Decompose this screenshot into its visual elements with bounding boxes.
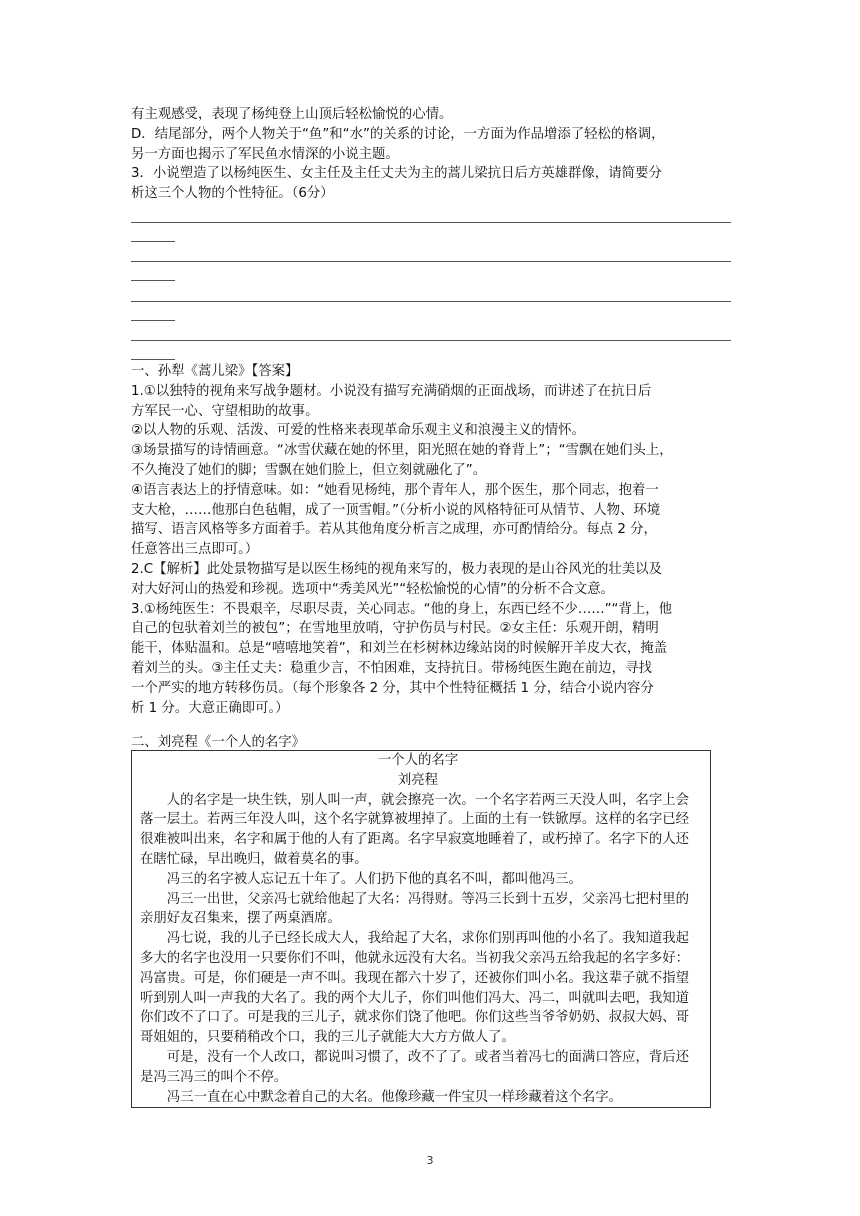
passage-paragraph: 人的名字是一块生铁，别人叫一声，就会擦亮一次。一个名字若两三天没人叫，名字上会落一层土。若两三年没人叫，这个名字就算被埋掉了。上面的土有一铁锨厚。这样的名字已经很难被叫出来，名字和属于他的人有了距离。名字早寂寞地睡着了，或朽掉了。名字下的人还在瞎忙碌，早出晚归，做着莫名的事。 — [140, 792, 690, 867]
answer-line: 析 1 分。大意正确即可。） — [131, 700, 289, 716]
answer-blank-row — [131, 243, 731, 283]
text-line: 另一方面也揭示了军民鱼水情深的小说主题。 — [131, 146, 399, 162]
page-number: 3 — [426, 1154, 434, 1167]
question-3-line: 3．小说塑造了以杨纯医生、女主任及主任丈夫为主的蒿儿梁抗日后方英雄群像，请简要分 — [131, 166, 662, 182]
question-section — [131, 105, 731, 718]
answer-line: ②以人物的乐观、活泼、可爱的性格来表现革命乐观主义和浪漫主义的情怀。 — [131, 423, 585, 439]
answer-line: 3.①杨纯医生：不畏艰辛，尽职尽责，关心同志。“他的身上，东西已经不少……”“背上，他 — [131, 601, 673, 617]
blank-line-short — [131, 241, 175, 242]
passage-author: 刘亮程 — [397, 772, 439, 788]
text-line: 有主观感受，表现了杨纯登上山顶后轻松愉悦的心情。 — [131, 107, 453, 122]
answer-line: 1.①以独特的视角来写战争题材。小说没有描写充满硝烟的正面战场，而讲述了在抗日后 — [131, 383, 652, 399]
question-3-line: 析这三个人物的个性特征。（6分） — [131, 186, 334, 202]
answer-line: 能干，体贴温和。总是“嘻嘻地笑着”，和刘兰在杉树林边缘站岗的时候解开羊皮大衣，掩盖 — [131, 641, 668, 657]
blank-line-short — [131, 359, 175, 360]
passage-box — [131, 750, 711, 1108]
answer-blank-row — [131, 322, 731, 362]
answer-line: 对大好河山的热爱和珍视。选项中“秀美风光”“轻松愉悦的心情”的分析不合文意。 — [131, 581, 615, 597]
answer-section — [131, 362, 731, 718]
answer-line: 支大枪，……他那白色毡帽，成了一顶雪帽。”（分析小说的风格特征可从情节、人物、环境 — [131, 502, 661, 518]
answer-line: 方军民一心、守望相助的故事。 — [131, 403, 319, 419]
passage-paragraph: 冯三一直在心中默念着自己的大名。他像珍藏一件宝贝一样珍藏着这个名字。 — [166, 1089, 623, 1105]
passage-title: 一个人的名字 — [377, 753, 459, 768]
passage-paragraph: 冯七说，我的儿子已经长成大人，我给起了大名，求你们别再叫他的小名了。我知道我起多大的名字也没用一只要你们不叫，他就永远没有大名。当初我父亲冯五给我起的名字多好：冯富贵。可是，你们硬是一声不叫。我现在都六十岁了，还被你们叫小名。我这辈子就不指望听到别人叫一声我的大名了。我的两个大儿子，你们叫他们冯大、冯二，叫就叫去吧，我知道你们改不了口了。可是我的三儿子，就求你们饶了他吧。你们这些当爷爷奶奶、叔叔大妈、哥哥姐姐的，只要稍稍改个口，我的三儿子就能大大方方做人了。 — [140, 931, 690, 1046]
answer-line: 描写、语言风格等多方面着手。若从其他角度分析言之成理，亦可酌情给分。每点 2 分， — [131, 522, 657, 538]
option-d-line: D．结尾部分，两个人物关于“鱼”和“水”的关系的讨论，一方面为作品增添了轻松的格调， — [131, 126, 665, 142]
blank-line-short — [131, 320, 175, 321]
passage-paragraph: 可是，没有一个人改口，都说叫习惯了，改不了了。或者当着冯七的面满口答应，背后还是冯三冯三的叫个不停。 — [140, 1049, 690, 1085]
passage-paragraph: 冯三一出世，父亲冯七就给他起了大名：冯得财。等冯三长到十五岁，父亲冯七把村里的亲朋好友召集来，摆了两桌酒席。 — [140, 891, 690, 927]
blank-line — [131, 301, 731, 302]
answer-line: ④语言表达上的抒情意味。如：“她看见杨纯，那个青年人，那个医生，那个同志，抱着一 — [131, 482, 659, 498]
answer-line: 自己的包驮着刘兰的被包”；在雪地里放哨，守护伤员与村民。②女主任：乐观开朗，精明 — [131, 621, 659, 637]
answer-line: 不久掩没了她们的脚；雪飘在她们脸上，但立刻就融化了”。 — [131, 462, 487, 478]
section-2-heading: 二、刘亮程《一个人的名字》 — [131, 735, 306, 750]
answer-line: 任意答出三点即可。） — [131, 542, 259, 558]
blank-line — [131, 340, 731, 341]
answer-heading: 一、孙犁《蒿儿梁》【答案】 — [131, 363, 299, 379]
blank-line — [131, 261, 731, 262]
blank-line-short — [131, 280, 175, 281]
answer-blank-row — [131, 283, 731, 323]
passage-paragraph: 冯三的名字被人忘记五十年了。人们扔下他的真名不叫，都叫他冯三。 — [166, 871, 582, 887]
answer-line: ③场景描写的诗情画意。“冰雪伏藏在她的怀里，阳光照在她的脊背上”；“雪飘在她们头上， — [131, 443, 673, 459]
answer-blank-row — [131, 204, 731, 244]
answer-blank-lines — [131, 204, 731, 362]
answer-line: 2.C【解析】此处景物描写是以医生杨纯的视角来写的，极力表现的是山谷风光的壮美以及 — [131, 561, 662, 577]
blank-line — [131, 222, 731, 223]
answer-line: 着刘兰的头。③主任丈夫：稳重少言，不怕困难，支持抗日。带杨纯医生跑在前边，寻找 — [131, 660, 652, 676]
answer-line: 一个严实的地方转移伤员。（每个形象各 2 分，其中个性特征概括 1 分，结合小说内容分 — [131, 680, 654, 696]
